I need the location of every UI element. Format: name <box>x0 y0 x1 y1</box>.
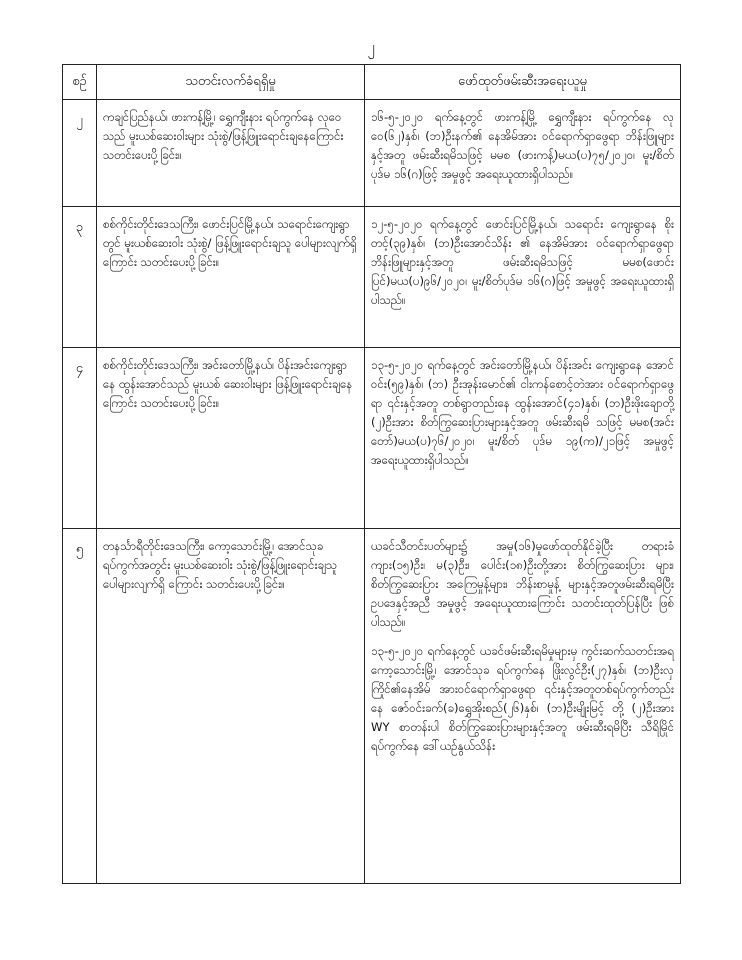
header-row <box>63 65 681 100</box>
header-action: ဖော်ထုတ်ဖမ်းဆီးအရေးယူမှု <box>365 65 681 100</box>
action-paragraph: ၁၂-၅-၂၀၂၀ ရက်နေ့တွင် ဖောင်းပြင်မြို့နယ်၊ သရောင်း ကျေးရွာနေ စိုးတင့်(၃၉)နှစ်၊ (ဘ)ဦးအောင်သိန်း ၏ နေအိမ်အား ဝင်ရောက်ရှာဖွေရာ ဘိန်းဖြူများနှင့်အတူ ဖမ်းဆီးရမိသဖြင့် မမစ(ဖောင်းပြင်)မယ(ပ)၉၆/၂၀၂၀၊ မူး/စိတ်ပုဒ်မ ၁၆(ဂ)ဖြင့် အမှုဖွင့် အရေးယူထားရှိပါသည်။ <box>371 217 674 307</box>
table-row <box>63 348 681 529</box>
row-number: ၃ <box>63 207 97 348</box>
row-number: ၄ <box>63 348 97 529</box>
header-no: စဉ် <box>63 65 97 100</box>
page-number: ၂ <box>367 38 375 56</box>
table-row <box>63 100 681 207</box>
action-cell <box>365 348 681 529</box>
action-cell <box>365 100 681 207</box>
header-info: သတင်းလက်ခံရရှိမှု <box>97 65 365 100</box>
action-paragraph: ယခင်သီတင်းပတ်များ၌ အမှု(၁၆)မှုဖော်ထုတ်နိုင်ခဲ့ပြီး တရားခံ ကျား(၁၅)ဦး၊ မ(၃)ဦး၊ ပေါင်း(၁၈)ဦးတို့အား စိတ်ကြွဆေးပြား များ၊ စိတ်ကြွဆေးပြား အကြေမှုန့်များ၊ ဘိန်းစာမှုန့် များနှင့်အတူဖမ်းဆီးရမိပြီး ဥပဒေနှင့်အညီ အမှုဖွင့် အရေးယူထားကြောင်း သတင်းထုတ်ပြန်ပြီး ဖြစ်ပါသည်။ <box>371 539 674 629</box>
info-cell: တနင်္သာရီတိုင်းဒေသကြီး၊ ကော့သောင်းမြို့၊ အောင်သုခရပ်ကွက်အတွင်း မူးယစ်ဆေးဝါး သုံးစွဲ/ဖြန့်ဖြူးရောင်းချသူ ပေါများလျက်ရှိ ကြောင်း သတင်းပေးပို့ခြင်း။ <box>97 529 365 884</box>
row-number: ၅ <box>63 529 97 884</box>
row-number: ၂ <box>63 100 97 207</box>
action-cell <box>365 207 681 348</box>
info-cell: စစ်ကိုင်းတိုင်းဒေသကြီး၊ ဖောင်းပြင်မြို့နယ်၊ သရောင်းကျေးရွာတွင် မူးယစ်ဆေးဝါး သုံးစွဲ/ ဖြန့်ဖြူးရောင်းချသူ ပေါများလျက်ရှိကြောင်း သတင်းပေးပို့ခြင်း။ <box>97 207 365 348</box>
info-cell: ကချင်ပြည်နယ်၊ ဖားကန့်မြို့၊ ရွှေကျီးနား ရပ်ကွက်နေ လုဝေသည် မူးယစ်ဆေးဝါးများ သုံးစွဲ/ဖြန့်ဖြူးရောင်းချနေကြောင်း သတင်းပေးပို့ခြင်း။ <box>97 100 365 207</box>
action-cell <box>365 529 681 884</box>
action-paragraph: ၁၃-၅-၂၀၂၀ ရက်နေ့တွင် ယခင်ဖမ်းဆီးရမိမှုများမှ ကွင်းဆက်သတင်းအရ ကော့သောင်းမြို့၊ အောင်သုခ ရပ်ကွက်နေ ဖြိုးလွင်ဦး(၂၇)နှစ်၊ (ဘ)ဦးလှကြိုင်၏နေအိမ် အားဝင်ရောက်ရှာဖွေရာ ၎င်းနှင့်အတူတစ်ရပ်ကွက်တည်းနေ ဇော်ဝင်းခက်(ခ)ရွှေအိုးစည်(၂၆)နှစ်၊ (ဘ)ဦးမျိုးမြင့် တို့ (၂)ဦးအား WY စာတန်းပါ စိတ်ကြွဆေးပြားများနှင့်အတူ ဖမ်းဆီးရမိပြီး သီရိမြိုင် ရပ်ကွက်နေ ဒေါ်ယဉ်နွယ်သိန်း <box>371 644 674 753</box>
report-table <box>62 64 681 884</box>
table-row <box>63 207 681 348</box>
table-row <box>63 529 681 884</box>
info-cell: စစ်ကိုင်းတိုင်းဒေသကြီး၊ အင်းတော်မြို့နယ်၊ ပိန်းအင်းကျေးရွာနေ ထွန်းအောင်သည် မူးယစ် ဆေးဝါးများ ဖြန့်ဖြူးရောင်းချနေကြောင်း သတင်းပေးပို့ခြင်း။ <box>97 348 365 529</box>
action-paragraph: ၁၃-၅-၂၀၂၀ ရက်နေ့တွင် အင်းတော်မြို့နယ်၊ ပိန်းအင်း ကျေးရွာနေ အောင်ဝင်း(၅၉)နှစ်၊ (ဘ) ဦးအုန်းမောင်၏ ငါးကန်စောင့်တဲအား ဝင်ရောက်ရှာဖွေရာ ၎င်းနှင့်အတူ တစ်ရွာတည်းနေ ထွန်းအောင်(၄၁)နှစ်၊ (ဘ)ဦးဖိုးချောတို့ (၂)ဦးအား စိတ်ကြွဆေးပြားများနှင့်အတူ ဖမ်းဆီးရမိ သဖြင့် မမစ(အင်းတော်)မယ(ပ)၇၆/၂၀၂၀၊ မူး/စိတ် ပုဒ်မ ၁၉(က)/၂၁ဖြင့် အမှုဖွင့် အရေးယူထားရှိပါသည်။ <box>371 358 674 467</box>
action-paragraph: ၁၆-၅-၂၀၂၀ ရက်နေ့တွင် ဖားကန့်မြို့ ရွှေကျီးနား ရပ်ကွက်နေ လုဝေ(၆၂)နှစ်၊ (ဘ)ဦးနက်၏ နေအိမ်အား ဝင်ရောက်ရှာဖွေရာ ဘိန်းဖြူများနှင့်အတူ ဖမ်းဆီးရမိသဖြင့် မမစ (ဖားကန့်)မယ(ပ)၇၅/၂၀၂၀၊ မူး/စိတ်ပုဒ်မ ၁၆(ဂ)ဖြင့် အမှုဖွင့် အရေးယူထားရှိပါသည်။ <box>371 110 674 181</box>
